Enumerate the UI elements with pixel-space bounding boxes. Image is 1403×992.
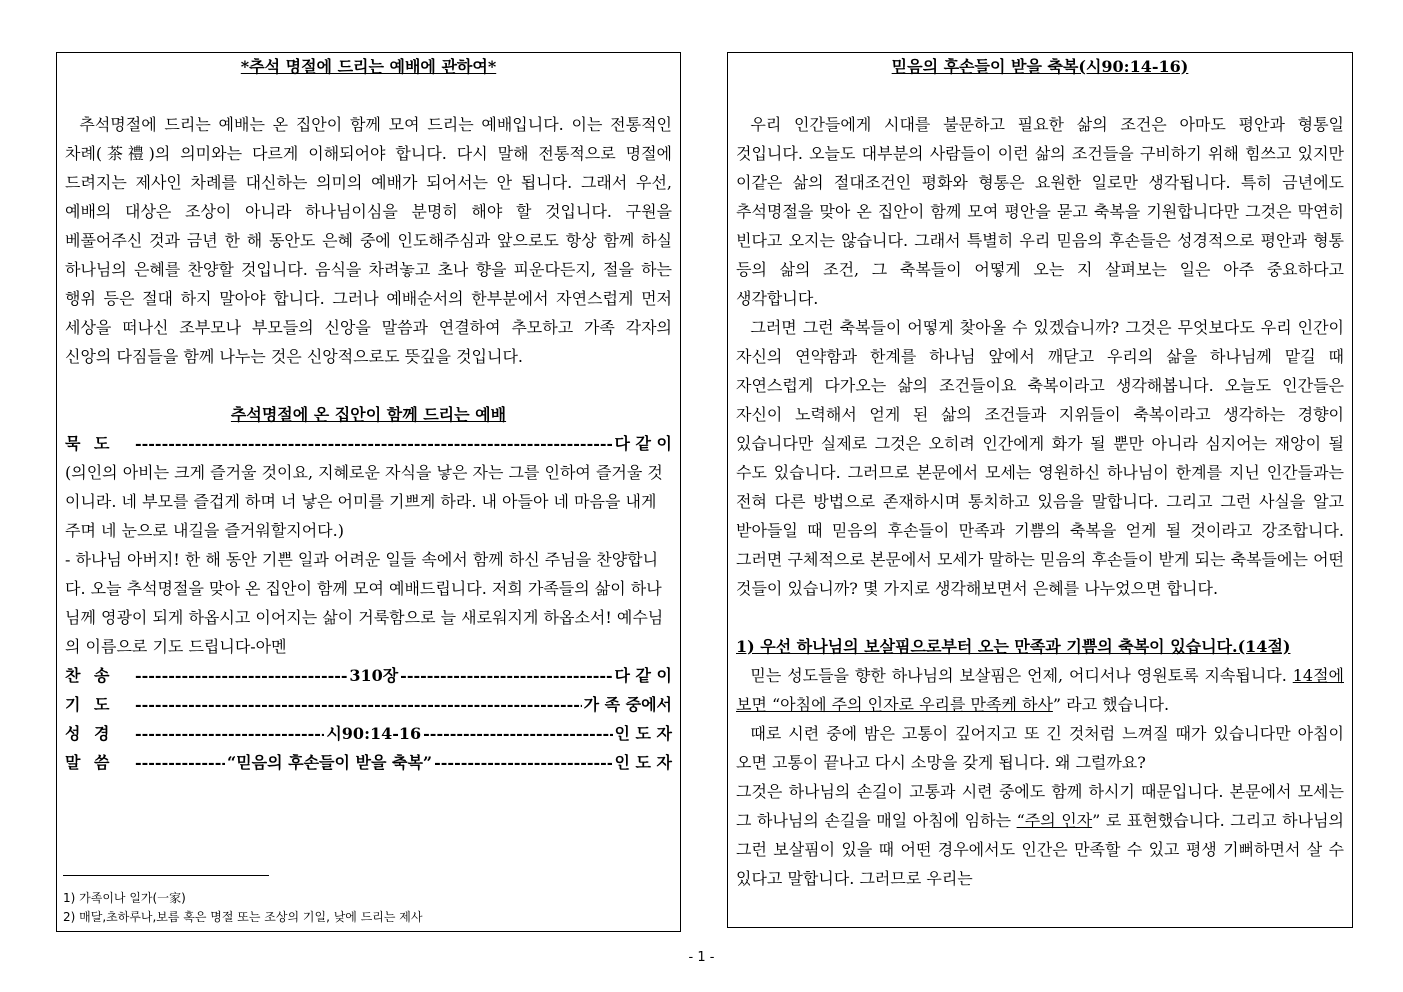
- order-mukdo: [57, 429, 680, 458]
- order-gido: [57, 690, 680, 719]
- order-sermon: [57, 748, 680, 777]
- order-label: 기 도: [65, 695, 114, 714]
- text-run: ” 로 표현했습니다. 그리고 하나님의 그런 보살핌이 있을 때 어떤 경우에서도 인간은 만족할 수 있고 평생 기뻐하면서 살 수 있다고 말합니다. 그러므로 우리는: [736, 811, 1345, 888]
- underlined-quote: 14절에 보면 “아침에 주의 인자로 우리를 만족케 하사: [736, 666, 1344, 714]
- sermon-paragraph-2: 그러면 그런 축복들이 어떻게 찾아올 수 있겠습니까? 그것은 무엇보다도 우리 인간이 자신의 연약함과 한계를 하나님 앞에서 깨닫고 우리의 삶을 하나님께 맡길 때 자연스럽게 다가오는 삶의 조건들이요 축복이라고 생각해봅니다. 오늘도 인간들은 자신이 노력해서 얻게 된 삶의 조건들과 지위들이 축복이라고 생각하는 경향이 있습니다만 실제로 그것은 오히려 인간에게 화가 될 뿐만 아니라 심지어는 재앙이 될 수도 있습니다. 그러므로 본문에서 모세는 영원하신 하나님이 한계를 지닌 인간들과는 전혀 다른 방법으로 존재하시며 통치하고 있음을 말합니다. 그리고 그런 사실을 알고 받아들일 때 믿음의 후손들이 만족과 기쁨의 축복을 얻게 될 것이라고 강조합니다. 그러면 구체적으로 본문에서 모세가 말하는 믿음의 후손들이 받게 되는 축복들에는 어떤 것들이 있습니까? 몇 가지로 생각해보면서 은혜를 나누었으면 합니다.: [736, 318, 1344, 598]
- order-performer: 인 도 자: [614, 753, 672, 772]
- footnote-divider: [63, 875, 269, 876]
- order-label: 묵 도: [65, 434, 114, 453]
- opening-prayer: - 하나님 아버지! 한 해 동안 기쁜 일과 어려운 일들 속에서 함께 하신 주님을 찬양합니다. 오늘 추석명절을 맞아 온 집안이 함께 모여 예배드립니다. 저희 가족들의 삶이 하나님께 영광이 되게 하옵시고 이어지는 삶이 거룩함으로 늘 새로워지게 하옵소서! 예수님의 이름으로 기도 드립니다-아멘: [65, 550, 664, 656]
- left-column: [56, 52, 681, 932]
- sermon-paragraph-4: 때로 시련 중에 밤은 고통이 깊어지고 또 긴 것처럼 느껴질 때가 있습니다만 아침이 오면 고통이 끝나고 다시 소망을 갖게 됩니다. 왜 그럴까요?: [736, 724, 1344, 772]
- text-run: 믿는 성도들을 향한 하나님의 보살핌은 언제, 어디서나 영원토록 지속됩니다.: [750, 666, 1293, 685]
- sermon-paragraph-1: 우리 인간들에게 시대를 불문하고 필요한 삶의 조건은 아마도 평안과 형통일 것입니다. 오늘도 대부분의 사람들이 이런 삶의 조건들을 구비하기 위해 힘쓰고 있지만 이같은 삶의 절대조건인 평화와 형통은 요원한 일로만 생각됩니다. 특히 금년에도 추석명절을 맞아 온 집안이 함께 모여 평안을 묻고 축복을 기원합니다만 그것은 막연히 빈다고 오지는 않습니다. 그래서 특별히 우리 믿음의 후손들은 성경적으로 평안과 형통 등의 삶의 조건, 그 축복들이 어떻게 오는 지 살펴보는 일은 아주 중요하다고 생각합니다.: [736, 115, 1344, 308]
- footnotes: [63, 889, 422, 927]
- footnote-2: 2) 매달,초하루나,보름 혹은 명절 또는 조상의 기일, 낮에 드리는 제사: [63, 910, 423, 924]
- leader-dashes: [135, 429, 612, 458]
- underlined-quote: “주의 인자: [1016, 811, 1093, 830]
- scripture-verse: (의인의 아비는 크게 즐거울 것이요, 지혜로운 자식을 낳은 자는 그를 인하여 즐거울 것이니라. 네 부모를 즐겁게 하며 너 낳은 어미를 기쁘게 하라. 내 아들아 네 마음을 내게 주며 네 눈으로 내길을 즐거워할지어다.): [65, 463, 663, 540]
- page-number: - 1 -: [688, 950, 715, 965]
- leader-dashes: [423, 719, 612, 748]
- order-performer: 인 도 자: [614, 724, 673, 743]
- order-label: 성 경: [65, 724, 114, 743]
- sermon-paragraph-3: [728, 661, 1352, 719]
- text-run: ” 라고 했습니다.: [1052, 695, 1170, 714]
- order-scripture: [57, 719, 680, 748]
- footnote-1: 1) 가족이나 일가(一家): [63, 891, 186, 905]
- order-detail: 310장: [349, 666, 399, 685]
- right-column: [727, 52, 1353, 928]
- order-hymn: [57, 661, 680, 690]
- leader-dashes: [135, 748, 225, 777]
- leader-dashes: [434, 748, 612, 777]
- text-run: 그것은 하나님의 손길이 고통과 시련 중에도 함께 하시기 때문입니다. 본문에서 모세는 그 하나님의 손길을 매일 아침에 임하는: [736, 782, 1344, 830]
- order-label: 말 씀: [65, 753, 114, 772]
- left-title: *추석 명절에 드리는 예배에 관하여*: [240, 57, 497, 76]
- order-performer: 가 족 중에서: [583, 695, 672, 714]
- leader-dashes: [135, 690, 582, 719]
- order-detail: 시90:14-16: [326, 724, 422, 743]
- order-label: 찬 송: [65, 666, 114, 685]
- leader-dashes: [135, 661, 347, 690]
- leader-dashes: [135, 719, 324, 748]
- sermon-title: 믿음의 후손들이 받을 축복(시90:14-16): [891, 57, 1189, 76]
- leader-dashes: [400, 661, 612, 690]
- intro-paragraph: 추석명절에 드리는 예배는 온 집안이 함께 모여 드리는 예배입니다. 이는 전통적인 차례(茶禮)의 의미와는 다르게 이해되어야 합니다. 다시 말해 전통적으로 명절에 드려지는 제사인 차례를 대신하는 의미의 예배가 되어서는 안 됩니다. 그래서 우선, 예배의 대상은 조상이 아니라 하나님이심을 분명히 해야 할 것입니다. 구원을 베풀어주신 것과 금년 한 해 동안도 은혜 중에 인도해주심과 앞으로도 항상 함께 하실 하나님의 은혜를 찬양할 것입니다. 음식을 차려놓고 초나 향을 피운다든지, 절을 하는 행위 등은 절대 하지 말아야 합니다. 그러나 예배순서의 한부분에서 자연스럽게 먼저 세상을 떠나신 조부모나 부모들의 신앙을 말씀과 연결하여 추모하고 가족 각자의 신앙의 다짐들을 함께 나누는 것은 신앙적으로도 뜻깊을 것입니다.: [65, 115, 672, 366]
- sermon-paragraph-5: [728, 777, 1352, 893]
- service-title: 추석명절에 온 집안이 함께 드리는 예배: [230, 405, 507, 424]
- section-heading-1: 1) 우선 하나님의 보살핌으로부터 오는 만족과 기쁨의 축복이 있습니다.(14절): [736, 637, 1291, 656]
- order-performer: 다 같 이: [614, 434, 672, 453]
- order-detail: “믿음의 후손들이 받을 축복”: [227, 753, 433, 772]
- order-performer: 다 같 이: [614, 666, 672, 685]
